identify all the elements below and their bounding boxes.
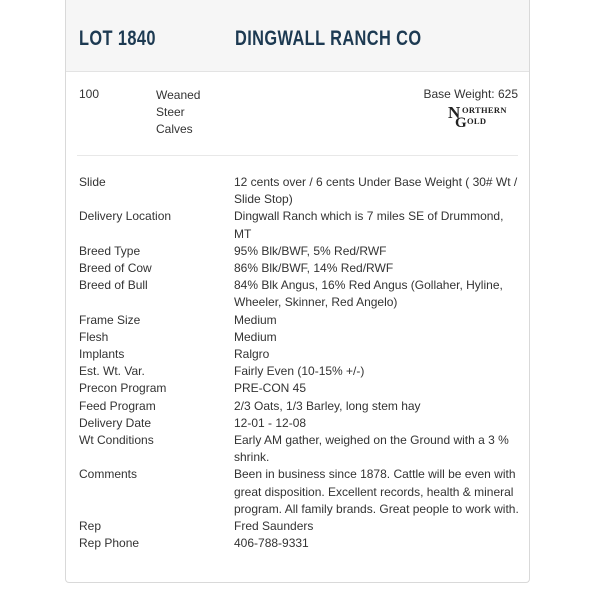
detail-value: Fred Saunders (234, 519, 314, 534)
detail-value: Medium (234, 312, 277, 327)
detail-label: Delivery Location (79, 209, 172, 224)
detail-label: Precon Program (79, 381, 167, 396)
consignor-name: DINGWALL RANCH CO (235, 27, 422, 50)
svg-text:OLD: OLD (467, 116, 487, 126)
detail-row (79, 312, 519, 329)
detail-label: Frame Size (79, 312, 141, 327)
detail-value: 2/3 Oats, 1/3 Barley, long stem hay (234, 398, 421, 413)
detail-row (79, 415, 519, 432)
northern-gold-logo (447, 103, 519, 129)
detail-row (79, 518, 519, 535)
detail-value: 95% Blk/BWF, 5% Red/RWF (234, 243, 387, 258)
svg-text:N: N (448, 103, 461, 122)
section-divider (77, 155, 518, 156)
detail-label: Implants (79, 347, 125, 362)
head-count: 100 (79, 87, 100, 101)
cattle-description (156, 87, 200, 138)
detail-row (79, 535, 519, 552)
detail-label: Breed of Cow (79, 261, 152, 276)
lot-card (65, 0, 530, 583)
lot-header (66, 0, 529, 72)
lot-details (79, 174, 519, 552)
detail-value: Dingwall Ranch which is 7 miles SE of Drummond, MT (234, 209, 504, 241)
detail-value: Fairly Even (10-15% +/-) (234, 364, 365, 379)
detail-label: Feed Program (79, 398, 156, 413)
detail-row (79, 277, 519, 311)
detail-value: Early AM gather, weighed on the Ground with a 3 % shrink. (234, 433, 509, 465)
detail-label: Breed of Bull (79, 278, 148, 293)
detail-label: Flesh (79, 329, 109, 344)
lot-number: LOT 1840 (79, 27, 156, 50)
detail-value: 86% Blk/BWF, 14% Red/RWF (234, 261, 394, 276)
description-line: Steer (156, 105, 185, 119)
base-weight: Base Weight: 625 (423, 87, 518, 101)
detail-value: 406-788-9331 (234, 536, 309, 551)
lot-summary (66, 71, 529, 155)
detail-row (79, 380, 519, 397)
detail-value: Been in business since 1878. Cattle will be even with great disposition. Excellent records, health & mineral program. All family brands. Great people to work with. (234, 467, 519, 516)
detail-row (79, 346, 519, 363)
detail-value: PRE-CON 45 (234, 381, 307, 396)
detail-row (79, 208, 519, 242)
detail-label: Delivery Date (79, 415, 152, 430)
detail-value: Medium (234, 329, 277, 344)
detail-label: Breed Type (79, 243, 141, 258)
svg-text:ORTHERN: ORTHERN (462, 105, 507, 115)
detail-label: Est. Wt. Var. (79, 364, 145, 379)
detail-row (79, 398, 519, 415)
detail-label: Rep Phone (79, 536, 140, 551)
detail-row (79, 466, 519, 518)
detail-row (79, 260, 519, 277)
detail-row (79, 243, 519, 260)
detail-label: Slide (79, 175, 106, 189)
detail-row (79, 329, 519, 346)
description-line: Calves (156, 122, 193, 136)
svg-text:G: G (455, 115, 467, 129)
detail-value: 12 cents over / 6 cents Under Base Weight ( 30# Wt / Slide Stop) (234, 175, 518, 207)
detail-value: 84% Blk Angus, 16% Red Angus (Gollaher, Hyline, Wheeler, Skinner, Red Angelo) (234, 278, 503, 310)
detail-label: Comments (79, 467, 138, 482)
detail-label: Wt Conditions (79, 433, 154, 448)
detail-row (79, 432, 519, 466)
detail-row (79, 363, 519, 380)
description-line: Weaned (156, 88, 201, 102)
detail-label: Rep (79, 519, 102, 534)
detail-value: 12-01 - 12-08 (234, 415, 307, 430)
detail-row (79, 174, 519, 208)
detail-value: Ralgro (234, 347, 270, 362)
